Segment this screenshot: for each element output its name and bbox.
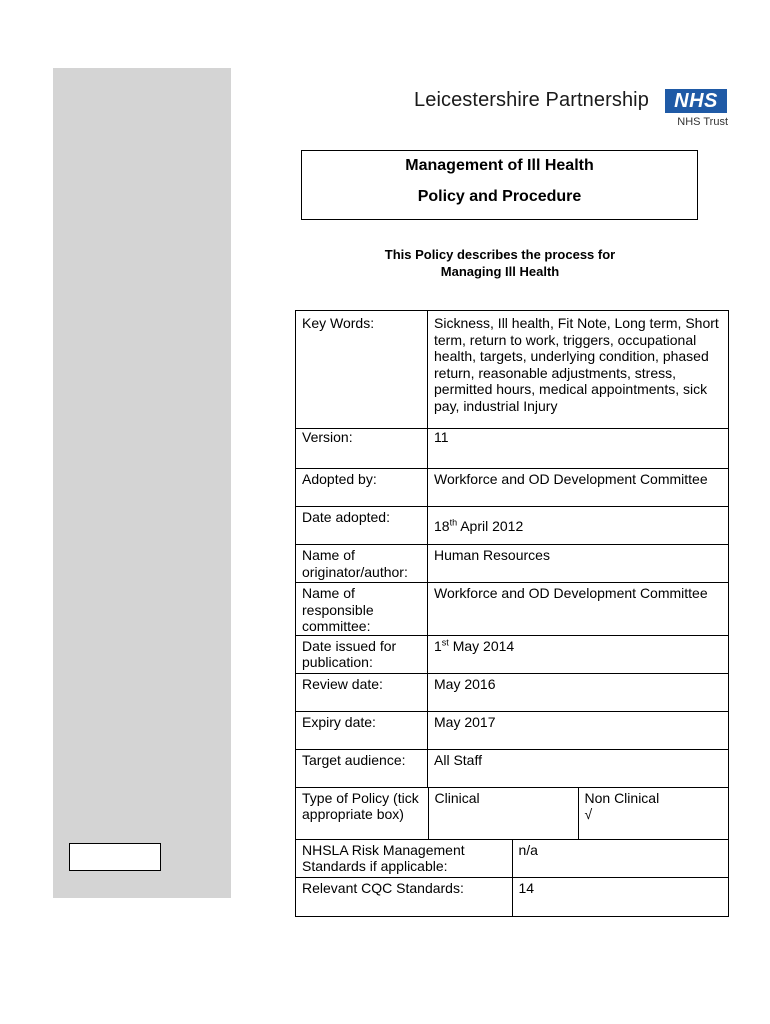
table-row [296,545,729,583]
date-adopted-day: 18 [434,518,450,534]
date-issued-label: Date issued for publication: [296,635,428,673]
description-line-2: Managing Ill Health [440,264,560,279]
table-row [296,673,729,711]
table-row [296,788,729,839]
policy-description [300,246,700,280]
nhs-logo-mark: NHS [665,89,727,113]
date-adopted-value [428,507,729,545]
date-issued-value [428,635,729,673]
policy-type-label: Type of Policy (tick appropriate box) [296,788,428,839]
table-row [296,840,729,878]
key-words-value: Sickness, Ill health, Fit Note, Long term, Short term, return to work, triggers, occupational health, targets, underlying condition, phased return, reasonable adjustments, stress, permitted hours, medical appointments, sick pay, industrial Injury [428,311,729,429]
nhsla-label: NHSLA Risk Management Standards if applicable: [296,840,512,878]
document-title-box [301,150,698,220]
table-row [296,787,729,839]
policy-type-row [296,787,729,839]
originator-label: Name of originator/author: [296,545,428,583]
date-issued-day: 1 [434,637,442,654]
policy-type-clinical: Clinical [428,788,578,839]
sidebar-empty-box [69,843,161,871]
policy-type-table [296,788,729,839]
date-adopted-rest: April 2012 [457,518,524,534]
nhs-trust-logo [414,86,730,130]
table-row [296,469,729,507]
table-row [296,583,729,636]
policy-type-non-clinical [578,788,729,839]
committee-label: Name of responsible committee: [296,583,428,636]
standards-row [296,839,729,916]
date-issued-suffix: st [441,636,449,647]
committee-value: Workforce and OD Development Committee [428,583,729,636]
table-row [296,507,729,545]
adopted-by-label: Adopted by: [296,469,428,507]
description-line-1: This Policy describes the process for [384,247,616,262]
policy-details-table [295,310,729,917]
table-row [296,311,729,429]
non-clinical-label: Non Clinical [584,789,660,806]
table-row [296,878,729,916]
table-row [296,635,729,673]
date-issued-rest: May 2014 [448,637,515,654]
standards-table [296,840,729,916]
document-title: Management of Ill Health [405,157,594,174]
review-date-label: Review date: [296,673,428,711]
cqc-label: Relevant CQC Standards: [296,878,512,916]
expiry-date-label: Expiry date: [296,711,428,749]
table-row [296,839,729,916]
sidebar-panel [53,68,231,898]
review-date-value: May 2016 [428,673,729,711]
cqc-value: 14 [512,878,729,916]
target-audience-label: Target audience: [296,749,428,787]
table-row [296,711,729,749]
adopted-by-value: Workforce and OD Development Committee [428,469,729,507]
version-value: 11 [428,429,729,469]
expiry-date-value: May 2017 [428,711,729,749]
table-row [296,429,729,469]
version-label: Version: [296,429,428,469]
date-adopted-suffix: th [449,517,458,528]
date-adopted-label: Date adopted: [296,507,428,545]
originator-value: Human Resources [428,545,729,583]
table-row [296,749,729,787]
logo-subtitle: NHS Trust [677,116,728,128]
target-audience-value: All Staff [428,749,729,787]
non-clinical-tick: √ [584,806,593,822]
document-subtitle: Policy and Procedure [417,188,582,205]
key-words-label: Key Words: [296,311,428,429]
nhsla-value: n/a [512,840,729,878]
logo-organisation-name: Leicestershire Partnership [414,89,649,111]
